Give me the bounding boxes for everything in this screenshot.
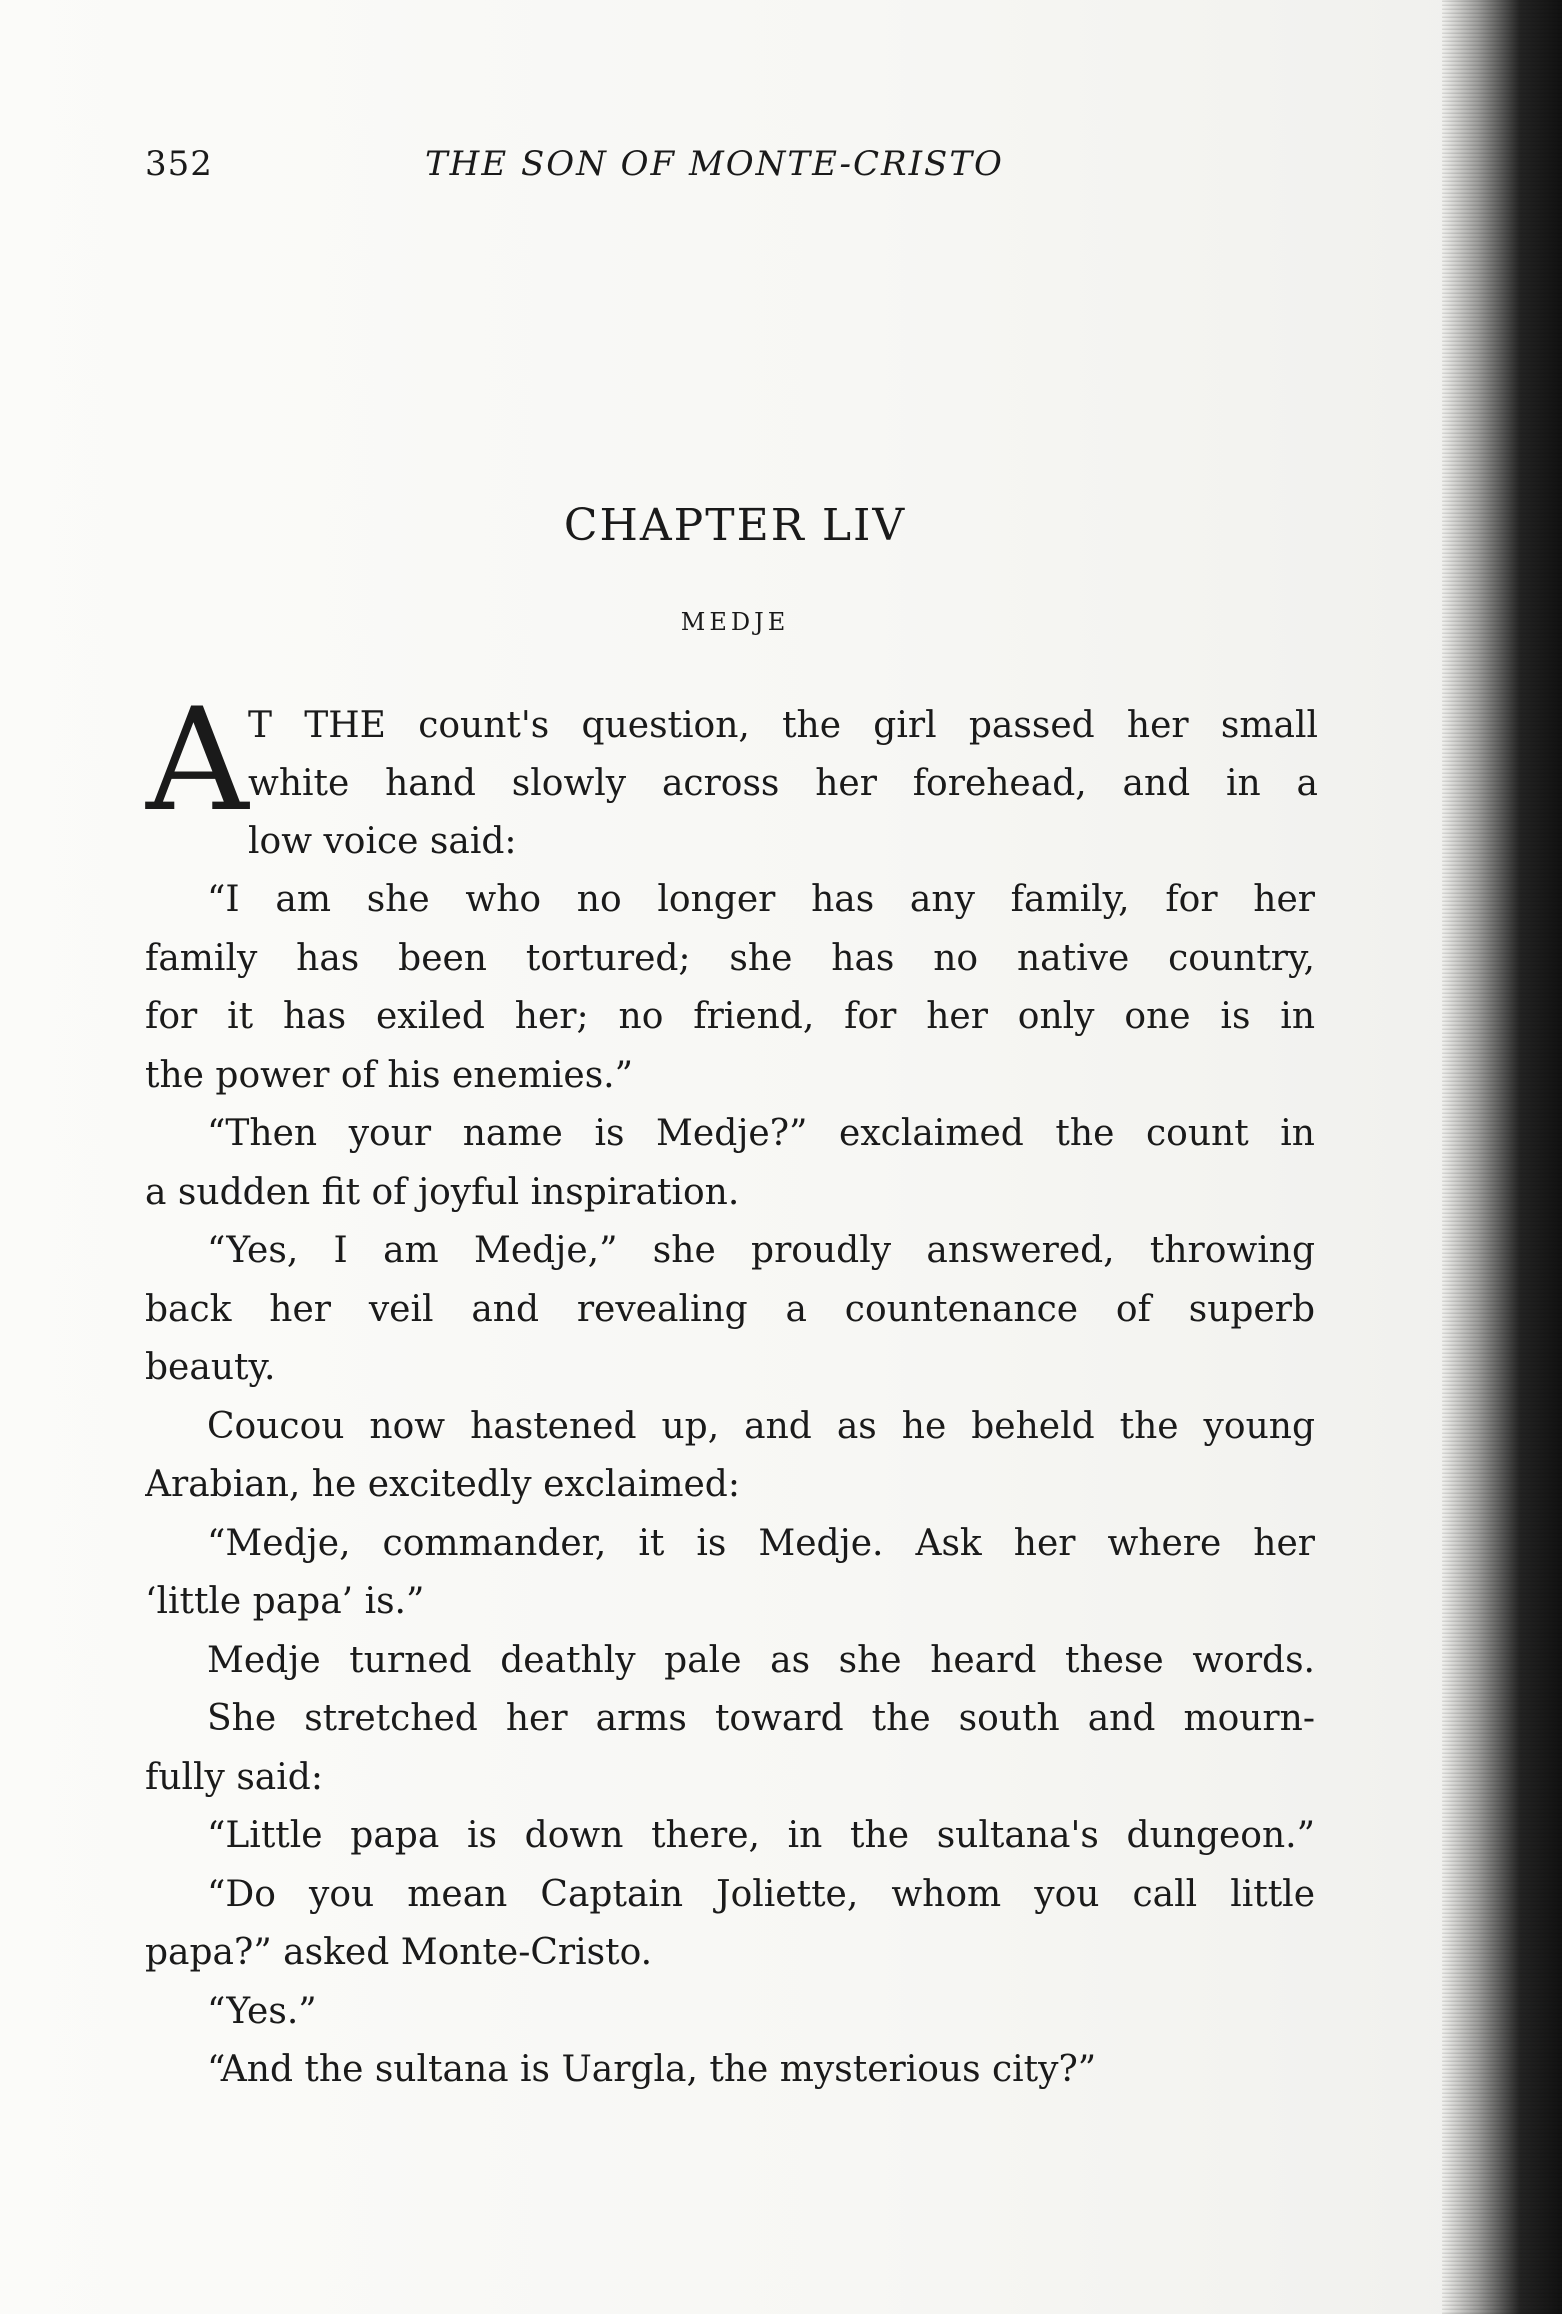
running-title: THE SON OF MONTE-CRISTO <box>425 144 1004 184</box>
text-line: papa?” asked Monte-Cristo. <box>145 1932 653 1973</box>
running-header <box>145 144 1315 194</box>
text-line: ‘little papa’ is.” <box>145 1581 425 1622</box>
text-line: family has been tortured; she has no native country, <box>145 937 1315 979</box>
text-line: low voice said: <box>248 821 517 862</box>
text-line: “Yes.” <box>207 1990 317 2032</box>
text-line: “Then your name is Medje?” exclaimed the count in <box>207 1113 1315 1154</box>
text-line: T THE count's question, the girl passed her small <box>248 705 1318 746</box>
text-line: “Yes, I am Medje,” she proudly answered, throwing <box>207 1230 1315 1271</box>
text-line: She stretched her arms toward the south and mourn- <box>207 1698 1315 1739</box>
text-line: “And the sultana is Uargla, the mysterious city?” <box>207 2049 1097 2090</box>
text-line: for it has exiled her; no friend, for her only one is in <box>145 996 1315 1037</box>
text-line: “Medje, commander, it is Medje. Ask her where her <box>207 1522 1315 1564</box>
body-text <box>145 871 1315 2100</box>
opening-paragraph <box>248 697 1318 871</box>
text-line: back her veil and revealing a countenance of superb <box>145 1288 1315 1330</box>
text-line: white hand slowly across her forehead, and in a <box>248 763 1318 804</box>
chapter-subtitle: MEDJE <box>680 608 790 636</box>
text-line: the power of his enemies.” <box>145 1054 634 1096</box>
text-line: “I am she who no longer has any family, for her <box>207 879 1315 920</box>
text-line: a sudden fit of joyful inspiration. <box>145 1171 740 1213</box>
binding-shadow <box>1442 0 1562 2314</box>
text-line: Arabian, he excitedly exclaimed: <box>145 1464 740 1505</box>
text-line: “Little papa is down there, in the sultana's dungeon.” <box>207 1815 1315 1856</box>
text-line: “Do you mean Captain Joliette, whom you call little <box>207 1873 1315 1915</box>
page-number: 352 <box>145 144 213 184</box>
text-line: beauty. <box>145 1347 276 1388</box>
text-line: Medje turned deathly pale as she heard these words. <box>207 1639 1315 1681</box>
text-line: fully said: <box>145 1756 323 1798</box>
text-line: Coucou now hastened up, and as he beheld the young <box>207 1405 1315 1447</box>
chapter-title: CHAPTER LIV <box>563 500 907 551</box>
drop-cap: A <box>146 678 249 843</box>
